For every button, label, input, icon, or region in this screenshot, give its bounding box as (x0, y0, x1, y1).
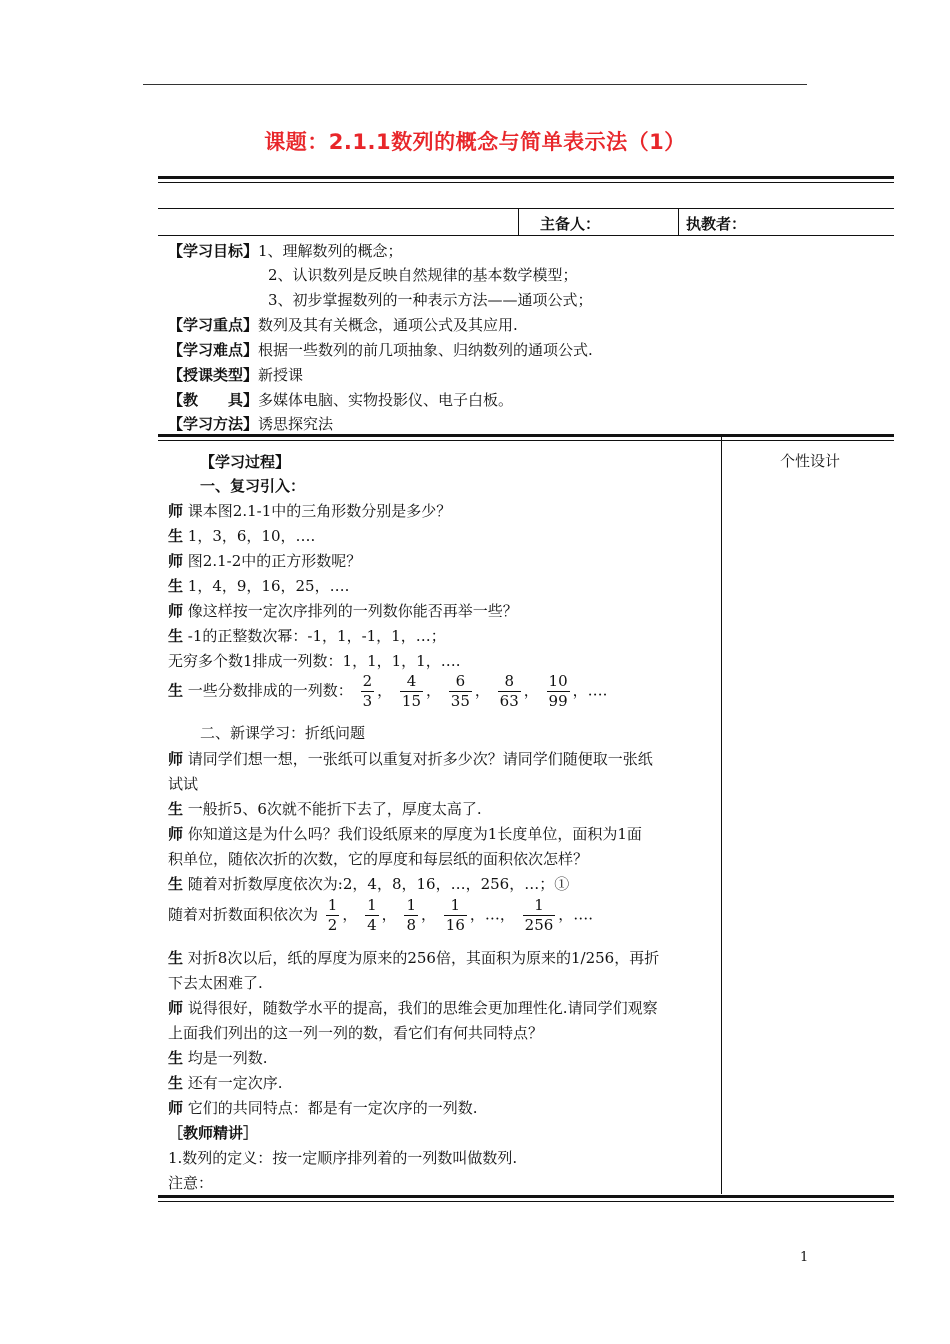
dialog-line: 师 请同学们想一想，一张纸可以重复对折多少次？请同学们随便取一张纸 (168, 750, 653, 768)
dialog-line: 生 还有一定次序. (168, 1074, 283, 1092)
fraction: $\frac{1}{4}$ (367, 896, 377, 934)
teacher-label: 执教者： (686, 215, 747, 233)
preparer-label: 主备人： (540, 215, 601, 233)
table-top-rule (158, 176, 894, 183)
fraction: $\frac{6}{35}$ (450, 672, 470, 710)
table-bottom-rule (158, 1195, 894, 1202)
dialog-line: 试试 (168, 775, 199, 793)
fraction: $\frac{2}{3}$ (362, 672, 373, 710)
dialog-line: 无穷多个数1排成一列数：1，1，1，1，…. (168, 652, 461, 670)
dialog-line: 生 1，4，9，16，25，…. (168, 577, 350, 595)
page-number: 1 (800, 1250, 809, 1265)
fraction: $\frac{10}{99}$ (548, 672, 568, 710)
dialog-line: 生 一般折5、6次就不能折下去了，厚度太高了. (168, 800, 482, 818)
dialog-line: 师 你知道这是为什么吗？我们设纸原来的厚度为1长度单位，面积为1面 (168, 825, 642, 843)
dialog-line: 师 课本图2.1-1中的三角形数分别是多少？ (168, 502, 452, 520)
goal-3: 3、初步掌握数列的一种表示方法——通项公式； (268, 291, 593, 309)
dialog-line: 师 像这样按一定次序排列的一列数你能否再举一些？ (168, 602, 518, 620)
column-divider (721, 434, 722, 1194)
process-heading: 【学习过程】 (200, 453, 291, 471)
goal-2: 2、认识数列是反映自然规律的基本数学模型； (268, 266, 578, 284)
section-review: 一、复习引入： (200, 477, 306, 495)
fraction: $\frac{1}{16}$ (445, 896, 465, 934)
dialog-line: 下去太困难了. (168, 974, 263, 992)
dialog-line: 上面我们列出的这一列一列的数，看它们有何共同特点？ (168, 1024, 544, 1042)
fraction-sequence-line: 生 一些分数排成的一列数： $\frac{2}{3}$ ， $\frac{4}{15}$ ， $\frac{6}{35}$ ， $\frac{8}{63}$ ， $\frac{10}{99}$ ，…. (168, 672, 608, 710)
dialog-line: 积单位，随依次折的次数，它的厚度和每层纸的面积依次怎样？ (168, 850, 589, 868)
process-top-rule (158, 434, 894, 441)
top-rule (143, 84, 807, 85)
goals-row: 【学习目标】1、理解数列的概念； (168, 242, 403, 260)
page-title: 课题：2.1.1数列的概念与简单表示法（1） (264, 130, 686, 154)
dialog-line: 生 随着对折数厚度依次为:2，4，8，16，…，256，…；① (168, 875, 570, 893)
dialog-line: 生 对折8次以后，纸的厚度为原来的256倍，其面积为原来的1/256，再折 (168, 949, 660, 967)
dialog-line: 师 它们的共同特点：都是有一定次序的一列数. (168, 1099, 478, 1117)
section-new-lesson: 二、新课学习：折纸问题 (200, 724, 366, 742)
dialog-line: 生 -1的正整数次幂：-1，1，-1，1，…； (168, 627, 446, 645)
definition-line: 1.数列的定义：按一定顺序排列着的一列数叫做数列. (168, 1149, 518, 1167)
section-teacher-explains: ［教师精讲］ (168, 1124, 259, 1142)
difficulty-row: 【学习难点】根据一些数列的前几项抽象、归纳数列的通项公式. (168, 341, 593, 359)
note-line: 注意： (168, 1174, 214, 1192)
dialog-line: 师 说得很好，随数学水平的提高，我们的思维会更加理性化.请同学们观察 (168, 999, 658, 1017)
type-row: 【授课类型】新授课 (168, 366, 304, 384)
dialog-line: 师 图2.1-2中的正方形数呢？ (168, 552, 362, 570)
fraction: $\frac{1}{256}$ (524, 896, 554, 934)
area-sequence-line: 随着对折数面积依次为 $\frac{1}{2}$ ， $\frac{1}{4}$ ， $\frac{1}{8}$ ， $\frac{1}{16}$ ，…， $\frac{1}{256}$ ，…. (168, 896, 594, 934)
fraction: $\frac{1}{2}$ (327, 896, 338, 934)
fraction: $\frac{8}{63}$ (499, 672, 519, 710)
fraction: $\frac{1}{8}$ (406, 896, 416, 934)
focus-row: 【学习重点】数列及其有关概念，通项公式及其应用. (168, 316, 518, 334)
dialog-line: 生 均是一列数. (168, 1049, 268, 1067)
side-column-title: 个性设计 (780, 452, 841, 470)
method-row: 【学习方法】诱思探究法 (168, 415, 334, 433)
fraction: $\frac{4}{15}$ (401, 672, 422, 710)
tools-row: 【教 具】多媒体电脑、实物投影仪、电子白板。 (168, 391, 514, 409)
header-row (158, 208, 894, 236)
dialog-line: 生 1，3，6，10，…. (168, 527, 316, 545)
